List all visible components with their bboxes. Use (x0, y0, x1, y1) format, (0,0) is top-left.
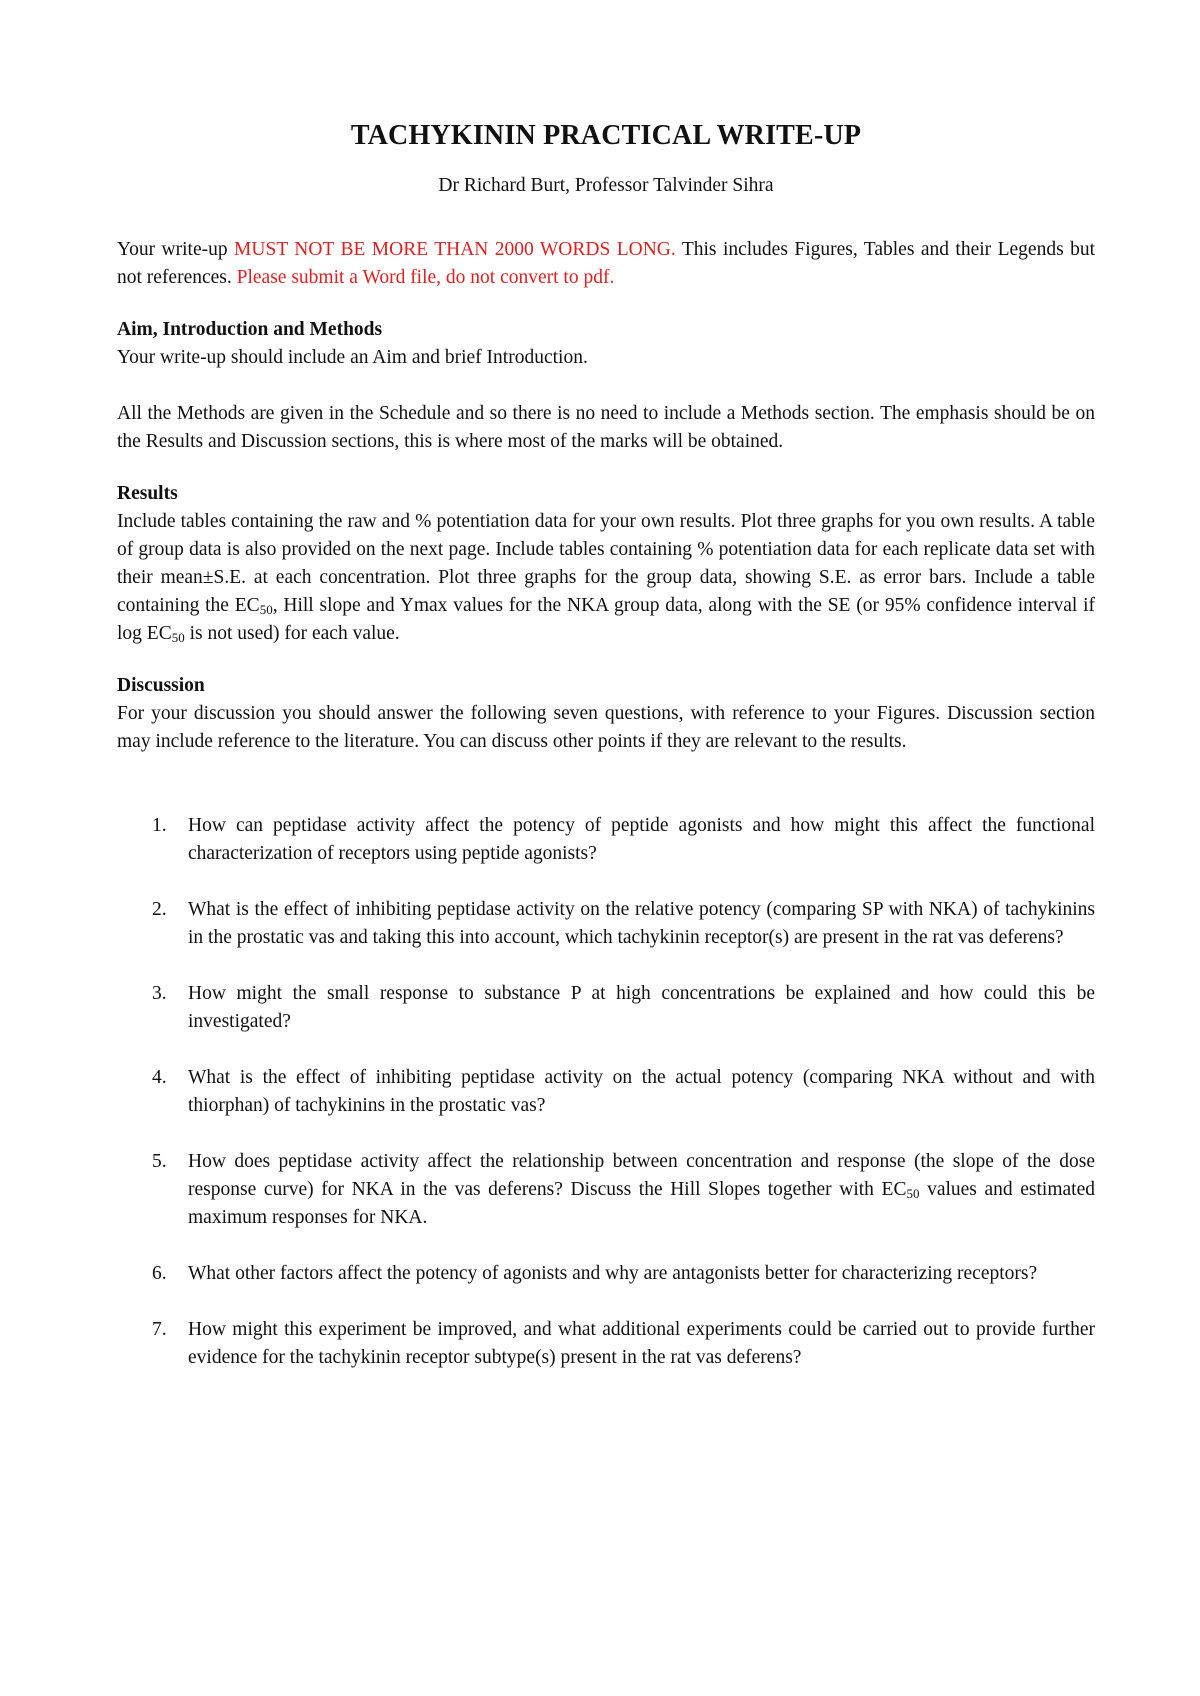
word-limit-paragraph (117, 236, 1095, 292)
question-item (117, 1064, 1095, 1120)
discussion-section (117, 672, 1095, 756)
results-text-b: , Hill slope and Ymax values for the NKA group data, along with the SE (or 95% confidence interval if log EC (117, 595, 1095, 644)
discussion-paragraph: For your discussion you should answer the following seven questions, with reference to your Figures. Discussion section may include reference to the literature. You can discuss other points if they are relevant to the results. (117, 703, 1095, 752)
question-item (117, 896, 1095, 952)
intro-text-1: Your write-up (117, 239, 235, 260)
question-item (117, 980, 1095, 1036)
document-body (117, 118, 1095, 1400)
discussion-heading: Discussion (117, 675, 205, 696)
aim-paragraph: Your write-up should include an Aim and brief Introduction. (117, 347, 588, 368)
question-text-b: values and estimated maximum responses for NKA. (188, 1179, 1095, 1228)
question-number: 5. (152, 1151, 167, 1172)
subscript-50: 50 (171, 630, 185, 645)
question-text: What is the effect of inhibiting peptidase activity on the actual potency (comparing NKA without and with thiorphan) of tachykinins in the prostatic vas? (188, 1067, 1095, 1116)
question-text: What is the effect of inhibiting peptidase activity on the relative potency (comparing SP with NKA) of tachykinins in the prostatic vas and taking this into account, which tachykinin receptor(s) are present in the rat vas deferens? (188, 899, 1095, 948)
results-heading: Results (117, 483, 178, 504)
question-text-a: How does peptidase activity affect the relationship between concentration and response (the slope of the dose response curve) for NKA in the vas deferens? Discuss the Hill Slopes together with EC (188, 1151, 1095, 1200)
question-item (117, 1260, 1095, 1288)
question-number: 3. (152, 983, 167, 1004)
submission-note: Please submit a Word file, do not convert to pdf. (236, 267, 615, 288)
authors: Dr Richard Burt, Professor Talvinder Sihra (438, 175, 774, 196)
questions-list (117, 812, 1095, 1372)
question-text: What other factors affect the potency of agonists and why are antagonists better for characterizing receptors? (188, 1263, 1038, 1284)
question-item (117, 812, 1095, 868)
results-text-c: is not used) for each value. (184, 623, 400, 644)
question-number: 6. (152, 1263, 167, 1284)
question-item (117, 1148, 1095, 1232)
question-text: How might the small response to substance P at high concentrations be explained and how could this be investigated? (188, 983, 1095, 1032)
results-paragraph (117, 508, 1095, 648)
aim-heading: Aim, Introduction and Methods (117, 319, 383, 340)
question-text: How might this experiment be improved, and what additional experiments could be carried out to provide further evidence for the tachykinin receptor subtype(s) present in the rat vas deferens? (188, 1319, 1095, 1368)
word-limit-warning: MUST NOT BE MORE THAN 2000 WORDS LONG. (234, 239, 676, 260)
results-text-a: Include tables containing the raw and % potentiation data for your own results. Plot three graphs for you own results. A table of group data is also provided on the next page. Include tables containing % potentiation data for each replicate data set with their mean±S.E. at each concentration. Plot three graphs for the group data, showing S.E. as error bars. Include a table containing the EC (117, 511, 1095, 616)
question-number: 1. (152, 815, 167, 836)
aim-section (117, 316, 1095, 456)
question-number: 2. (152, 899, 167, 920)
subscript-50: 50 (259, 602, 273, 617)
question-text: How can peptidase activity affect the potency of peptide agonists and how might this affect the functional characterization of receptors using peptide agonists? (188, 815, 1095, 864)
intro-text-2: This includes Figures, Tables and their Legends but not references. (117, 239, 1095, 288)
page-title: TACHYKININ PRACTICAL WRITE-UP (350, 120, 862, 151)
methods-paragraph: All the Methods are given in the Schedule and so there is no need to include a Methods section. The emphasis should be on the Results and Discussion sections, this is where most of the marks will be obtained. (117, 403, 1095, 452)
question-number: 4. (152, 1067, 167, 1088)
question-number: 7. (152, 1319, 167, 1340)
results-section (117, 480, 1095, 648)
subscript-50: 50 (906, 1186, 920, 1201)
question-item (117, 1316, 1095, 1372)
question-text (188, 1151, 1095, 1228)
